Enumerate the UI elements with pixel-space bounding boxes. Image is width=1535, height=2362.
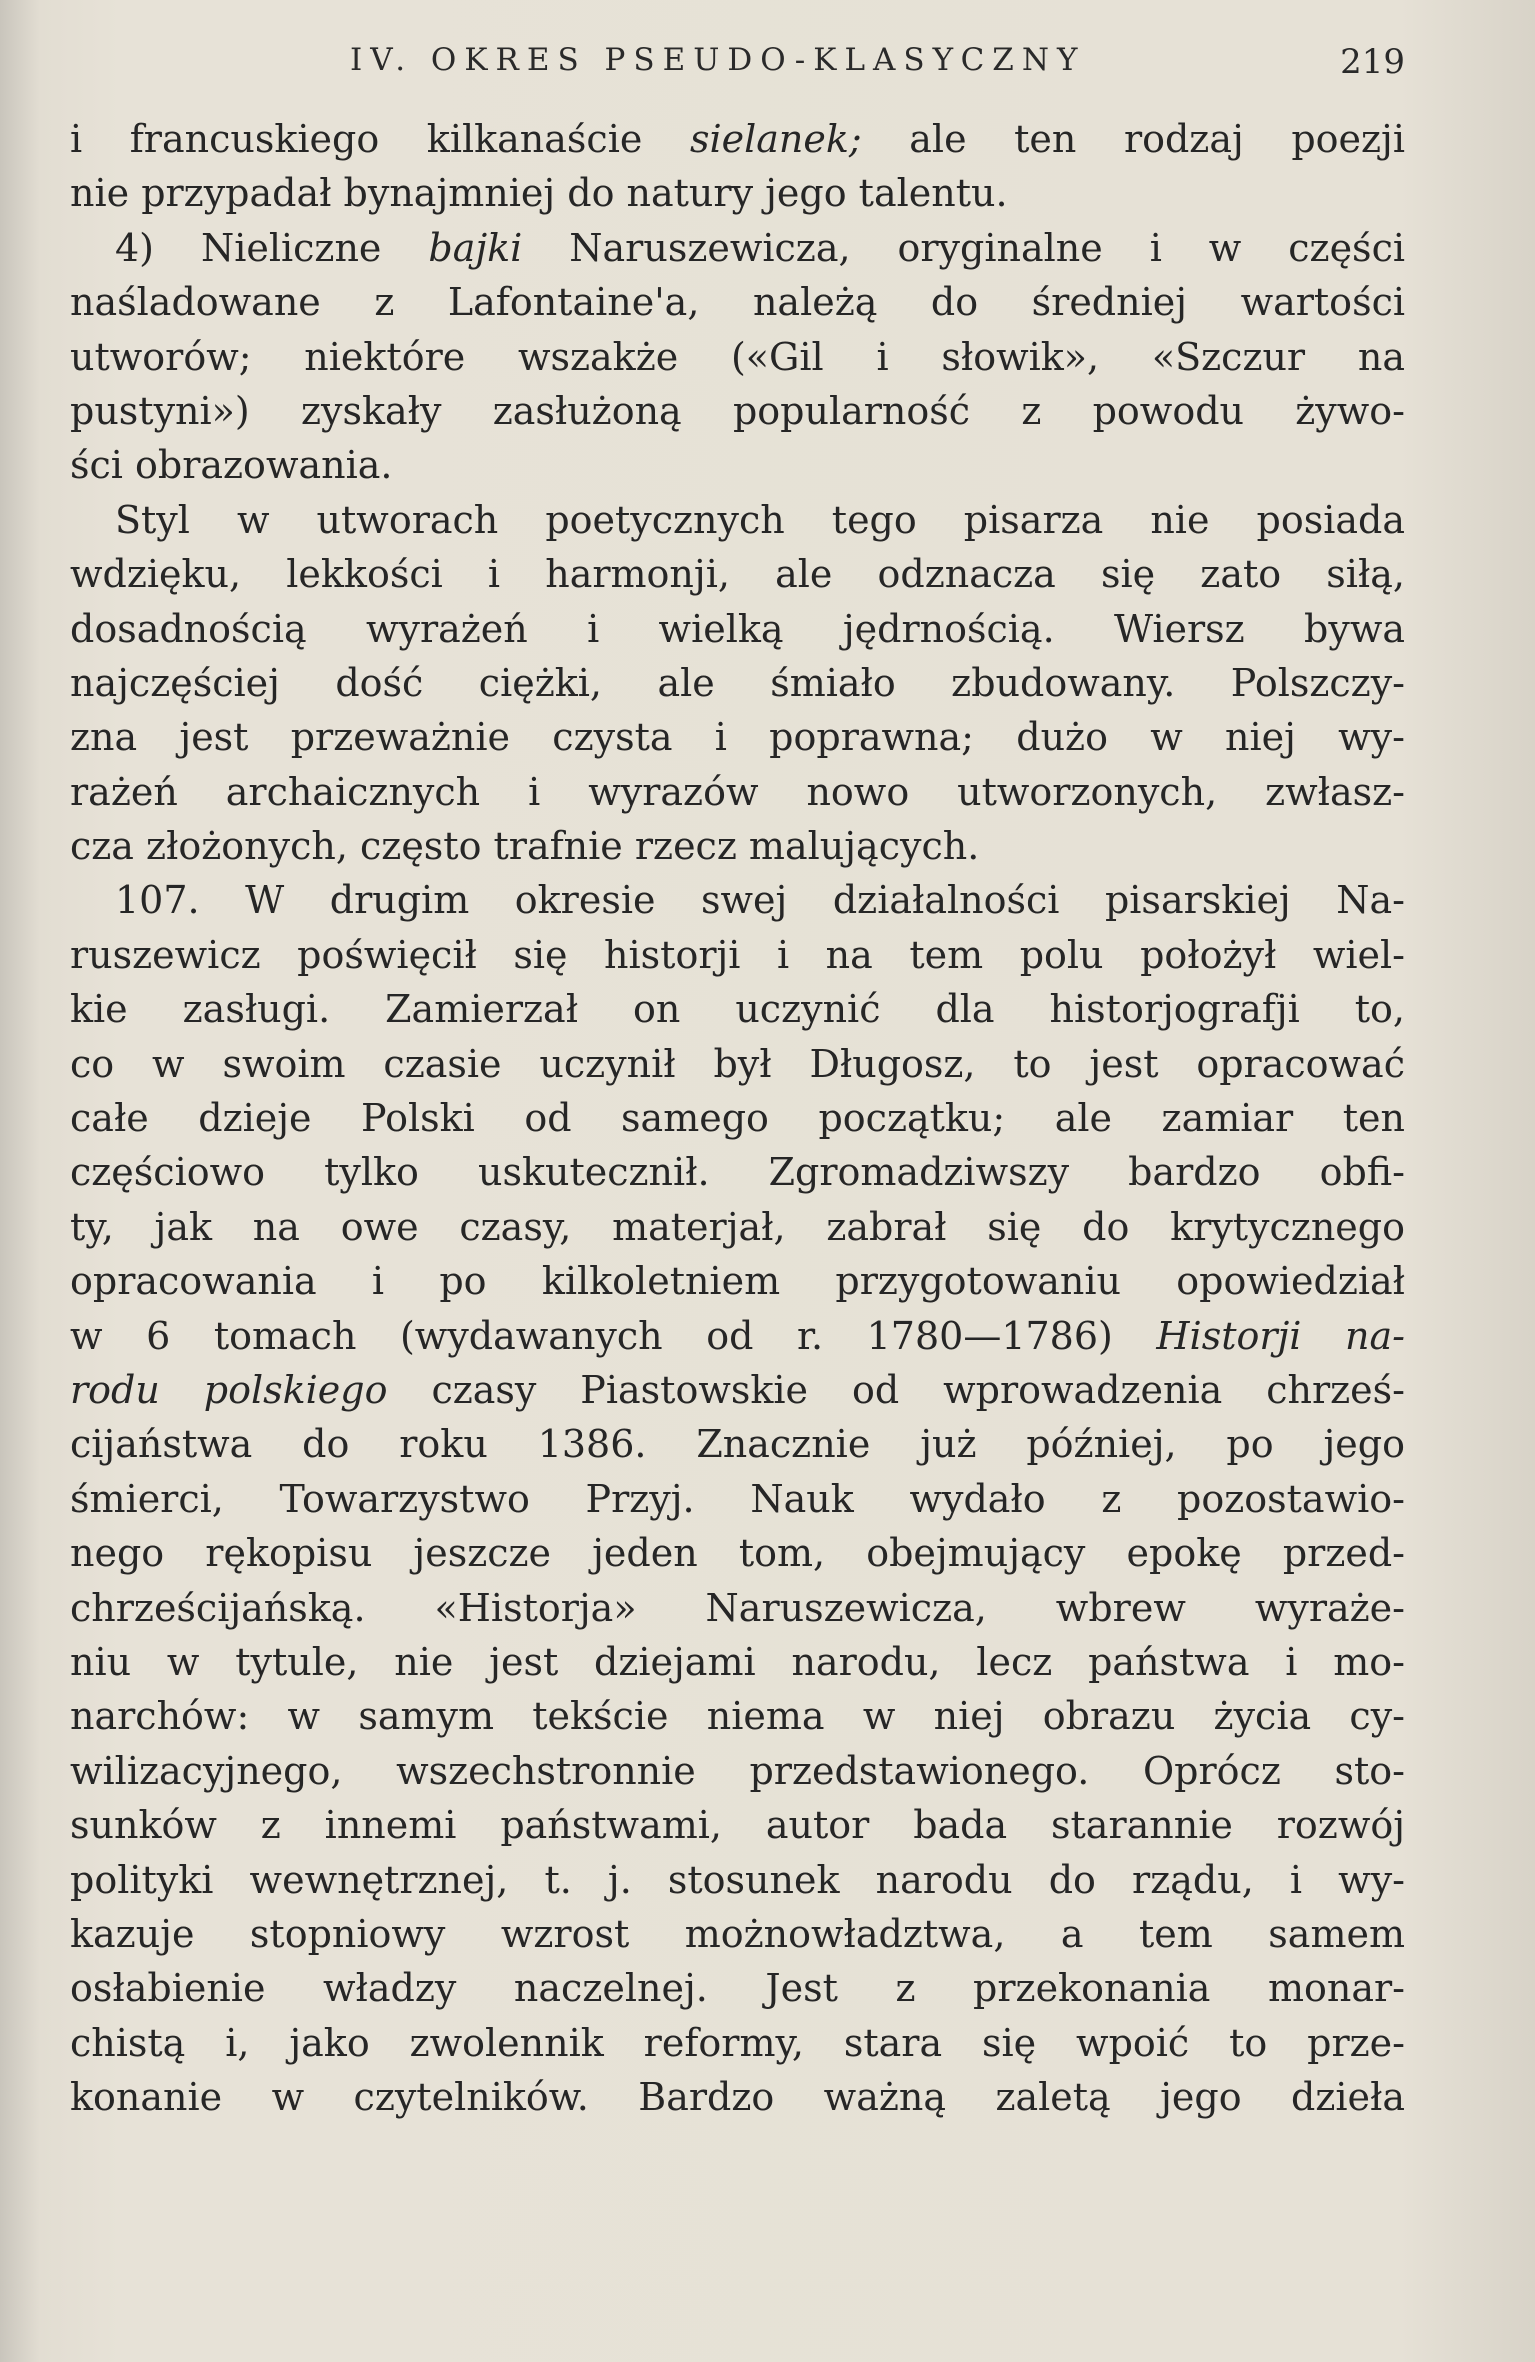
text-line	[70, 1472, 1405, 1526]
text-run: czasy Piastowskie od wprowadzenia chrześ-	[387, 1367, 1405, 1412]
text-run: chrześcijańską. «Historja» Naruszewicza, wbrew wyraże-	[70, 1585, 1405, 1630]
text-run: ści obrazowania.	[70, 443, 393, 488]
text-run: chistą i, jako zwolennik reformy, stara się wpoić to prze-	[70, 2020, 1405, 2065]
text-line	[70, 1200, 1405, 1254]
text-line	[70, 1091, 1405, 1145]
text-run: osłabienie władzy naczelnej. Jest z przekonania monar-	[70, 1966, 1405, 2011]
page-number: 219	[1340, 42, 1405, 82]
text-run: wdzięku, lekkości i harmonji, ale odznacza się zato siłą,	[70, 552, 1405, 597]
text-run: dosadnością wyrażeń i wielką jędrnością. Wiersz bywa	[70, 606, 1405, 651]
text-line	[70, 2070, 1405, 2124]
text-line	[70, 2016, 1405, 2070]
text-run: sunków z innemi państwami, autor bada starannie rozwój	[70, 1803, 1405, 1848]
text-run: co w swoim czasie uczynił był Długosz, to jest opracować	[70, 1041, 1405, 1086]
text-line	[70, 547, 1405, 601]
text-line	[70, 166, 1405, 220]
italic-text: bajki	[428, 225, 523, 270]
text-line	[70, 1907, 1405, 1961]
text-line	[70, 710, 1405, 764]
text-run: konanie w czytelników. Bardzo ważną zaletą jego dzieła	[70, 2075, 1405, 2120]
text-run: śmierci, Towarzystwo Przyj. Nauk wydało z pozostawio-	[70, 1476, 1405, 1521]
body-text	[70, 112, 1405, 2124]
text-line	[70, 819, 1405, 873]
text-run: opracowania i po kilkoletniem przygotowaniu opowiedział	[70, 1259, 1405, 1304]
text-run: w 6 tomach (wydawanych od r. 1780—1786)	[70, 1313, 1157, 1358]
italic-text: rodu polskiego	[70, 1367, 388, 1412]
text-line	[70, 1417, 1405, 1471]
text-run: wilizacyjnego, wszechstronnie przedstawionego. Oprócz sto-	[70, 1748, 1405, 1793]
text-line	[70, 1961, 1405, 2015]
text-run: ruszewicz poświęcił się historji i na tem polu położył wiel-	[70, 932, 1405, 977]
text-line	[70, 1309, 1405, 1363]
text-line	[70, 384, 1405, 438]
text-run: najczęściej dość ciężki, ale śmiało zbudowany. Polszczy-	[70, 660, 1405, 705]
text-line	[70, 1254, 1405, 1308]
text-run: 4) Nieliczne	[115, 225, 429, 270]
italic-text: sielanek;	[689, 117, 862, 161]
text-run: Styl w utworach poetycznych tego pisarza nie posiada	[115, 497, 1405, 542]
text-line	[70, 928, 1405, 982]
text-run: naśladowane z Lafontaine'a, należą do średniej wartości	[70, 280, 1405, 325]
text-run: ty, jak na owe czasy, materjał, zabrał się do krytycznego	[70, 1204, 1405, 1249]
text-line	[70, 656, 1405, 710]
text-run: kie zasługi. Zamierzał on uczynić dla historjografji to,	[70, 987, 1405, 1032]
running-head: IV. OKRES PSEUDO-KLASYCZNY	[350, 42, 1086, 78]
page-header	[70, 42, 1405, 92]
text-run: Naruszewicza, oryginalne i w części	[522, 225, 1405, 270]
text-run: całe dzieje Polski od samego początku; ale zamiar ten	[70, 1096, 1405, 1141]
text-run: nego rękopisu jeszcze jeden tom, obejmujący epokę przed-	[70, 1531, 1405, 1576]
text-line	[70, 1581, 1405, 1635]
text-line	[70, 493, 1405, 547]
text-line	[70, 1526, 1405, 1580]
text-line	[70, 1798, 1405, 1852]
text-run: niu w tytule, nie jest dziejami narodu, lecz państwa i mo-	[70, 1639, 1405, 1684]
text-run: utworów; niektóre wszakże («Gil i słowik», «Szczur na	[70, 334, 1405, 379]
text-run: kazuje stopniowy wzrost możnowładztwa, a tem samem	[70, 1911, 1405, 1956]
text-line	[70, 1145, 1405, 1199]
text-run: cza złożonych, często trafnie rzecz malujących.	[70, 824, 980, 869]
text-line	[70, 1689, 1405, 1743]
text-line	[70, 1744, 1405, 1798]
text-line	[70, 982, 1405, 1036]
text-line	[70, 1037, 1405, 1091]
text-line	[70, 221, 1405, 275]
text-line	[70, 1853, 1405, 1907]
text-run: pustyni») zyskały zasłużoną popularność z powodu żywo-	[70, 388, 1405, 433]
text-line	[70, 1635, 1405, 1689]
text-line	[70, 765, 1405, 819]
italic-text: Historji na-	[1156, 1313, 1405, 1358]
text-run: polityki wewnętrznej, t. j. stosunek narodu do rządu, i wy-	[70, 1857, 1405, 1902]
text-run: zna jest przeważnie czysta i poprawna; dużo w niej wy-	[70, 715, 1405, 760]
text-run: narchów: w samym tekście niema w niej obrazu życia cy-	[70, 1694, 1405, 1739]
text-run: cijaństwa do roku 1386. Znacznie już później, po jego	[70, 1422, 1405, 1467]
text-line	[70, 873, 1405, 927]
text-line	[70, 112, 1405, 166]
text-run: rażeń archaicznych i wyrazów nowo utworzonych, zwłasz-	[70, 769, 1405, 814]
text-run: nie przypadał bynajmniej do natury jego talentu.	[70, 171, 1008, 216]
text-run: i francuskiego kilkanaście	[70, 117, 690, 161]
text-line	[70, 275, 1405, 329]
text-run: 107. W drugim okresie swej działalności pisarskiej Na-	[115, 878, 1405, 923]
text-line	[70, 1363, 1405, 1417]
text-line	[70, 330, 1405, 384]
text-line	[70, 602, 1405, 656]
text-run: częściowo tylko uskutecznił. Zgromadziwszy bardzo obfi-	[70, 1150, 1405, 1195]
text-run: ale ten rodzaj poezji	[861, 117, 1405, 161]
text-line	[70, 438, 1405, 492]
